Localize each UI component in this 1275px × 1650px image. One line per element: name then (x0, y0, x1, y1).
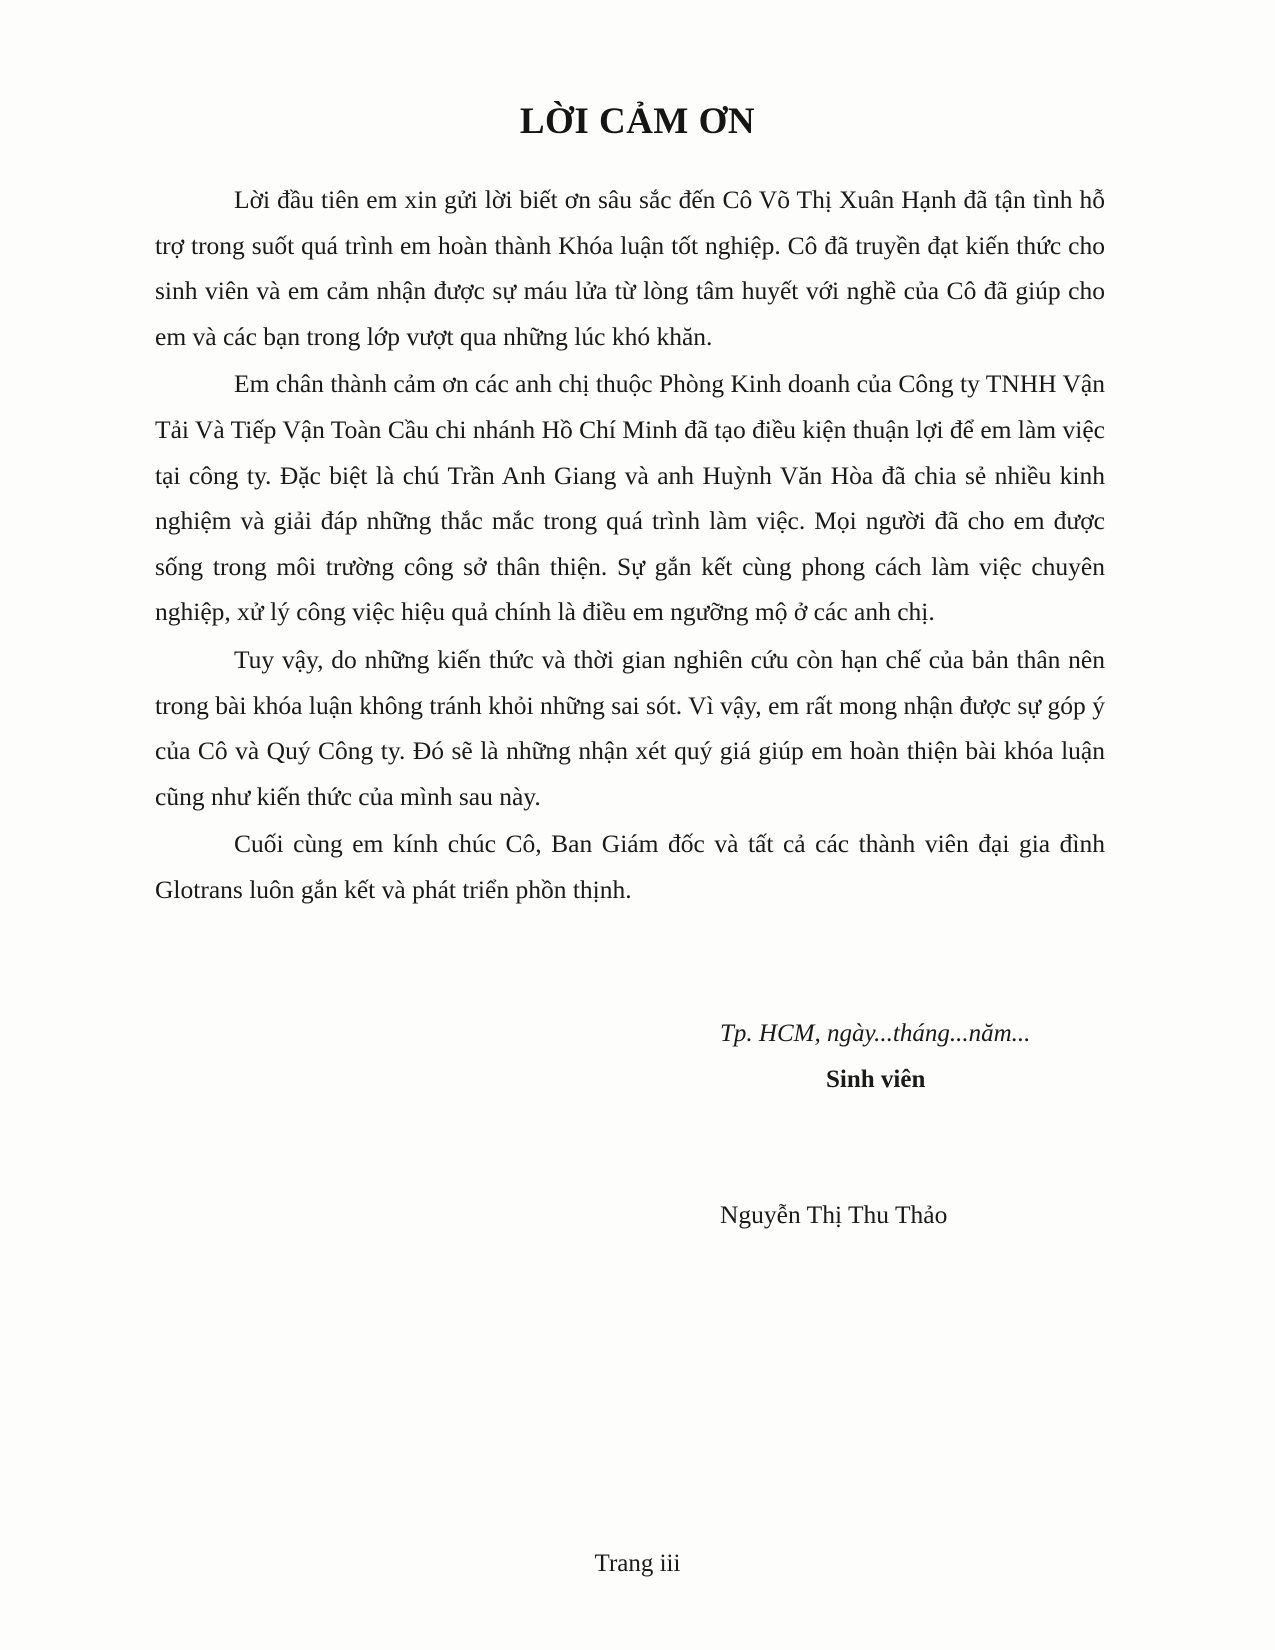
page-title: LỜI CẢM ƠN (519, 101, 756, 142)
signature-date: Tp. HCM, ngày...tháng...năm... (720, 1020, 1031, 1047)
body-text (155, 177, 1105, 915)
paragraph-3: Tuy vậy, do những kiến thức và thời gian nghiên cứu còn hạn chế của bản thân nên trong bài khóa luận không tránh khỏi những sai sót. Vì vậy, em rất mong nhận được sự góp ý của Cô và Quý Công ty. Đó sẽ là những nhận xét quý giá giúp em hoàn thiện bài khóa luận cũng như kiến thức của mình sau này. (155, 644, 1105, 811)
paragraph-1: Lời đầu tiên em xin gửi lời biết ơn sâu sắc đến Cô Võ Thị Xuân Hạnh đã tận tình hỗ trợ trong suốt quá trình em hoàn thành Khóa luận tốt nghiệp. Cô đã truyền đạt kiến thức cho sinh viên và em cảm nhận được sự máu lửa từ lòng tâm huyết với nghề của Cô đã giúp cho em và các bạn trong lớp vượt qua những lúc khó khăn. (155, 185, 1105, 351)
page-number: Trang iii (594, 1550, 681, 1577)
paragraph-4: Cuối cùng em kính chúc Cô, Ban Giám đốc và tất cả các thành viên đại gia đình Glotrans luôn gắn kết và phát triển phồn thịnh. (155, 829, 1105, 904)
paragraph-2: Em chân thành cảm ơn các anh chị thuộc Phòng Kinh doanh của Công ty TNHH Vận Tải Và Tiếp Vận Toàn Cầu chi nhánh Hồ Chí Minh đã tạo điều kiện thuận lợi để em làm việc tại công ty. Đặc biệt là chú Trần Anh Giang và anh Huỳnh Văn Hòa đã chia sẻ nhiều kinh nghiệm và giải đáp những thắc mắc trong quá trình làm việc. Mọi người đã cho em được sống trong môi trường công sở thân thiện. Sự gắn kết cùng phong cách làm việc chuyên nghiệp, xử lý công việc hiệu quả chính là điều em ngưỡng mộ ở các anh chị. (155, 369, 1105, 627)
signature-name: Nguyễn Thị Thu Thảo (720, 1200, 948, 1229)
signature-role: Sinh viên (826, 1066, 926, 1093)
